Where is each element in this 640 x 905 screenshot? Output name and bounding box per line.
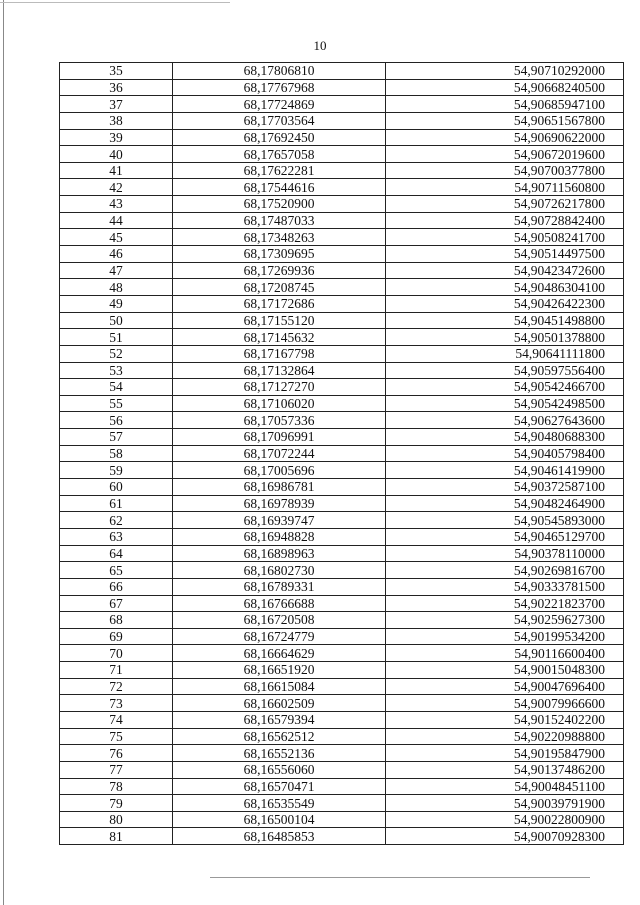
table-row <box>60 728 624 745</box>
coordinate-y-cell: 54,90039791900 <box>386 795 624 812</box>
table-row <box>60 96 624 113</box>
table-body <box>60 63 624 845</box>
point-number-cell: 73 <box>60 695 173 712</box>
coordinate-x-cell: 68,17172686 <box>173 295 386 312</box>
table-row <box>60 528 624 545</box>
coordinate-x-cell: 68,17487033 <box>173 212 386 229</box>
coordinate-x-cell: 68,17724869 <box>173 96 386 113</box>
coordinate-y-cell: 54,90259627300 <box>386 612 624 629</box>
table-row <box>60 745 624 762</box>
page-number: 10 <box>313 38 327 53</box>
coordinate-x-cell: 68,17806810 <box>173 63 386 80</box>
point-number-cell: 47 <box>60 262 173 279</box>
coordinate-y-cell: 54,90195847900 <box>386 745 624 762</box>
point-number-cell: 35 <box>60 63 173 80</box>
table-row <box>60 545 624 562</box>
table-row <box>60 362 624 379</box>
coordinate-x-cell: 68,17309695 <box>173 246 386 263</box>
table-row <box>60 828 624 845</box>
coordinate-x-cell: 68,16579394 <box>173 711 386 728</box>
coordinate-x-cell: 68,17269936 <box>173 262 386 279</box>
point-number-cell: 70 <box>60 645 173 662</box>
coordinate-y-cell: 54,90152402200 <box>386 711 624 728</box>
coordinate-x-cell: 68,17657058 <box>173 146 386 163</box>
table-row <box>60 212 624 229</box>
point-number-cell: 67 <box>60 595 173 612</box>
point-number-cell: 49 <box>60 295 173 312</box>
coordinate-y-cell: 54,90700377800 <box>386 162 624 179</box>
table-row <box>60 146 624 163</box>
table-row <box>60 562 624 579</box>
point-number-cell: 50 <box>60 312 173 329</box>
table-row <box>60 462 624 479</box>
coordinate-y-cell: 54,90627643600 <box>386 412 624 429</box>
coordinate-y-cell: 54,90199534200 <box>386 628 624 645</box>
point-number-cell: 46 <box>60 246 173 263</box>
point-number-cell: 63 <box>60 528 173 545</box>
table-row <box>60 229 624 246</box>
coordinates-table <box>59 62 624 845</box>
coordinate-y-cell: 54,90221823700 <box>386 595 624 612</box>
scan-top-line <box>0 2 230 3</box>
table-row <box>60 79 624 96</box>
point-number-cell: 78 <box>60 778 173 795</box>
coordinate-y-cell: 54,90545893000 <box>386 512 624 529</box>
coordinate-y-cell: 54,90685947100 <box>386 96 624 113</box>
coordinate-y-cell: 54,90269816700 <box>386 562 624 579</box>
coordinate-x-cell: 68,16562512 <box>173 728 386 745</box>
scan-edge-line <box>3 0 4 905</box>
table-row <box>60 645 624 662</box>
point-number-cell: 52 <box>60 345 173 362</box>
coordinate-y-cell: 54,90426422300 <box>386 295 624 312</box>
coordinate-y-cell: 54,90480688300 <box>386 429 624 446</box>
point-number-cell: 36 <box>60 79 173 96</box>
coordinate-x-cell: 68,16615084 <box>173 678 386 695</box>
coordinate-x-cell: 68,17767968 <box>173 79 386 96</box>
coordinate-y-cell: 54,90022800900 <box>386 811 624 828</box>
point-number-cell: 37 <box>60 96 173 113</box>
table-row <box>60 479 624 496</box>
table-row <box>60 179 624 196</box>
coordinate-x-cell: 68,17005696 <box>173 462 386 479</box>
table-row <box>60 412 624 429</box>
point-number-cell: 59 <box>60 462 173 479</box>
table-row <box>60 778 624 795</box>
coordinate-y-cell: 54,90333781500 <box>386 578 624 595</box>
coordinate-y-cell: 54,90070928300 <box>386 828 624 845</box>
table-row <box>60 295 624 312</box>
coordinate-x-cell: 68,16570471 <box>173 778 386 795</box>
coordinate-x-cell: 68,17703564 <box>173 112 386 129</box>
table-row <box>60 512 624 529</box>
coordinate-x-cell: 68,16724779 <box>173 628 386 645</box>
point-number-cell: 79 <box>60 795 173 812</box>
table-row <box>60 329 624 346</box>
coordinate-x-cell: 68,17127270 <box>173 379 386 396</box>
point-number-cell: 53 <box>60 362 173 379</box>
coordinate-x-cell: 68,16948828 <box>173 528 386 545</box>
coordinate-x-cell: 68,17096991 <box>173 429 386 446</box>
table-row <box>60 761 624 778</box>
point-number-cell: 51 <box>60 329 173 346</box>
table-row <box>60 312 624 329</box>
point-number-cell: 69 <box>60 628 173 645</box>
table-row <box>60 345 624 362</box>
table-row <box>60 495 624 512</box>
table-row <box>60 196 624 213</box>
table-row <box>60 628 624 645</box>
point-number-cell: 57 <box>60 429 173 446</box>
coordinate-x-cell: 68,17072244 <box>173 445 386 462</box>
coordinate-x-cell: 68,17145632 <box>173 329 386 346</box>
coordinate-y-cell: 54,90482464900 <box>386 495 624 512</box>
coordinate-x-cell: 68,17155120 <box>173 312 386 329</box>
coordinate-y-cell: 54,90461419900 <box>386 462 624 479</box>
coordinate-y-cell: 54,90690622000 <box>386 129 624 146</box>
point-number-cell: 72 <box>60 678 173 695</box>
coordinate-y-cell: 54,90651567800 <box>386 112 624 129</box>
point-number-cell: 58 <box>60 445 173 462</box>
coordinate-y-cell: 54,90501378800 <box>386 329 624 346</box>
coordinate-x-cell: 68,17057336 <box>173 412 386 429</box>
coordinate-x-cell: 68,16898963 <box>173 545 386 562</box>
coordinate-y-cell: 54,90710292000 <box>386 63 624 80</box>
table-row <box>60 578 624 595</box>
table-row <box>60 162 624 179</box>
table-row <box>60 811 624 828</box>
point-number-cell: 38 <box>60 112 173 129</box>
coordinate-y-cell: 54,90451498800 <box>386 312 624 329</box>
coordinate-x-cell: 68,16978939 <box>173 495 386 512</box>
coordinate-y-cell: 54,90047696400 <box>386 678 624 695</box>
coordinate-y-cell: 54,90079966600 <box>386 695 624 712</box>
coordinate-x-cell: 68,16500104 <box>173 811 386 828</box>
coordinate-y-cell: 54,90711560800 <box>386 179 624 196</box>
table-row <box>60 662 624 679</box>
coordinate-y-cell: 54,90137486200 <box>386 761 624 778</box>
table-row <box>60 445 624 462</box>
coordinate-y-cell: 54,90372587100 <box>386 479 624 496</box>
point-number-cell: 62 <box>60 512 173 529</box>
coordinate-x-cell: 68,16986781 <box>173 479 386 496</box>
coordinate-y-cell: 54,90015048300 <box>386 662 624 679</box>
coordinate-x-cell: 68,16485853 <box>173 828 386 845</box>
table-row <box>60 63 624 80</box>
coordinate-y-cell: 54,90486304100 <box>386 279 624 296</box>
coordinate-x-cell: 68,17622281 <box>173 162 386 179</box>
point-number-cell: 80 <box>60 811 173 828</box>
coordinate-y-cell: 54,90728842400 <box>386 212 624 229</box>
coordinate-x-cell: 68,16535549 <box>173 795 386 812</box>
point-number-cell: 60 <box>60 479 173 496</box>
point-number-cell: 75 <box>60 728 173 745</box>
table-row <box>60 795 624 812</box>
point-number-cell: 77 <box>60 761 173 778</box>
coordinate-x-cell: 68,16789331 <box>173 578 386 595</box>
table-row <box>60 395 624 412</box>
point-number-cell: 43 <box>60 196 173 213</box>
coordinate-y-cell: 54,90048451100 <box>386 778 624 795</box>
coordinate-x-cell: 68,16602509 <box>173 695 386 712</box>
point-number-cell: 41 <box>60 162 173 179</box>
point-number-cell: 66 <box>60 578 173 595</box>
point-number-cell: 74 <box>60 711 173 728</box>
scan-bottom-line <box>210 877 590 878</box>
table-row <box>60 262 624 279</box>
coordinate-x-cell: 68,17348263 <box>173 229 386 246</box>
coordinate-x-cell: 68,16556060 <box>173 761 386 778</box>
coordinate-x-cell: 68,17106020 <box>173 395 386 412</box>
point-number-cell: 39 <box>60 129 173 146</box>
coordinate-x-cell: 68,16651920 <box>173 662 386 679</box>
coordinate-x-cell: 68,16664629 <box>173 645 386 662</box>
coordinate-y-cell: 54,90423472600 <box>386 262 624 279</box>
table-row <box>60 612 624 629</box>
point-number-cell: 71 <box>60 662 173 679</box>
point-number-cell: 48 <box>60 279 173 296</box>
coordinate-y-cell: 54,90672019600 <box>386 146 624 163</box>
coordinate-y-cell: 54,90641111800 <box>386 345 624 362</box>
coordinate-x-cell: 68,17692450 <box>173 129 386 146</box>
coordinate-x-cell: 68,16802730 <box>173 562 386 579</box>
point-number-cell: 40 <box>60 146 173 163</box>
point-number-cell: 45 <box>60 229 173 246</box>
coordinate-y-cell: 54,90116600400 <box>386 645 624 662</box>
coordinate-y-cell: 54,90668240500 <box>386 79 624 96</box>
point-number-cell: 54 <box>60 379 173 396</box>
coordinate-y-cell: 54,90378110000 <box>386 545 624 562</box>
coordinate-y-cell: 54,90465129700 <box>386 528 624 545</box>
point-number-cell: 65 <box>60 562 173 579</box>
table-row <box>60 678 624 695</box>
coordinate-y-cell: 54,90542498500 <box>386 395 624 412</box>
table-row <box>60 246 624 263</box>
point-number-cell: 56 <box>60 412 173 429</box>
point-number-cell: 81 <box>60 828 173 845</box>
coordinate-x-cell: 68,16766688 <box>173 595 386 612</box>
coordinate-y-cell: 54,90508241700 <box>386 229 624 246</box>
coordinate-x-cell: 68,16552136 <box>173 745 386 762</box>
table-row <box>60 129 624 146</box>
point-number-cell: 68 <box>60 612 173 629</box>
point-number-cell: 44 <box>60 212 173 229</box>
coordinate-y-cell: 54,90542466700 <box>386 379 624 396</box>
table-row <box>60 429 624 446</box>
coordinate-y-cell: 54,90405798400 <box>386 445 624 462</box>
table-row <box>60 112 624 129</box>
coordinate-x-cell: 68,17520900 <box>173 196 386 213</box>
coordinate-y-cell: 54,90597556400 <box>386 362 624 379</box>
table-row <box>60 711 624 728</box>
coordinate-x-cell: 68,16720508 <box>173 612 386 629</box>
coordinate-x-cell: 68,17132864 <box>173 362 386 379</box>
point-number-cell: 64 <box>60 545 173 562</box>
coordinate-y-cell: 54,90726217800 <box>386 196 624 213</box>
table-row <box>60 379 624 396</box>
point-number-cell: 76 <box>60 745 173 762</box>
coordinate-y-cell: 54,90514497500 <box>386 246 624 263</box>
point-number-cell: 55 <box>60 395 173 412</box>
point-number-cell: 42 <box>60 179 173 196</box>
coordinate-x-cell: 68,17208745 <box>173 279 386 296</box>
coordinate-y-cell: 54,90220988800 <box>386 728 624 745</box>
point-number-cell: 61 <box>60 495 173 512</box>
table-row <box>60 695 624 712</box>
coordinate-x-cell: 68,17167798 <box>173 345 386 362</box>
table-row <box>60 279 624 296</box>
coordinate-x-cell: 68,16939747 <box>173 512 386 529</box>
coordinate-x-cell: 68,17544616 <box>173 179 386 196</box>
table-row <box>60 595 624 612</box>
